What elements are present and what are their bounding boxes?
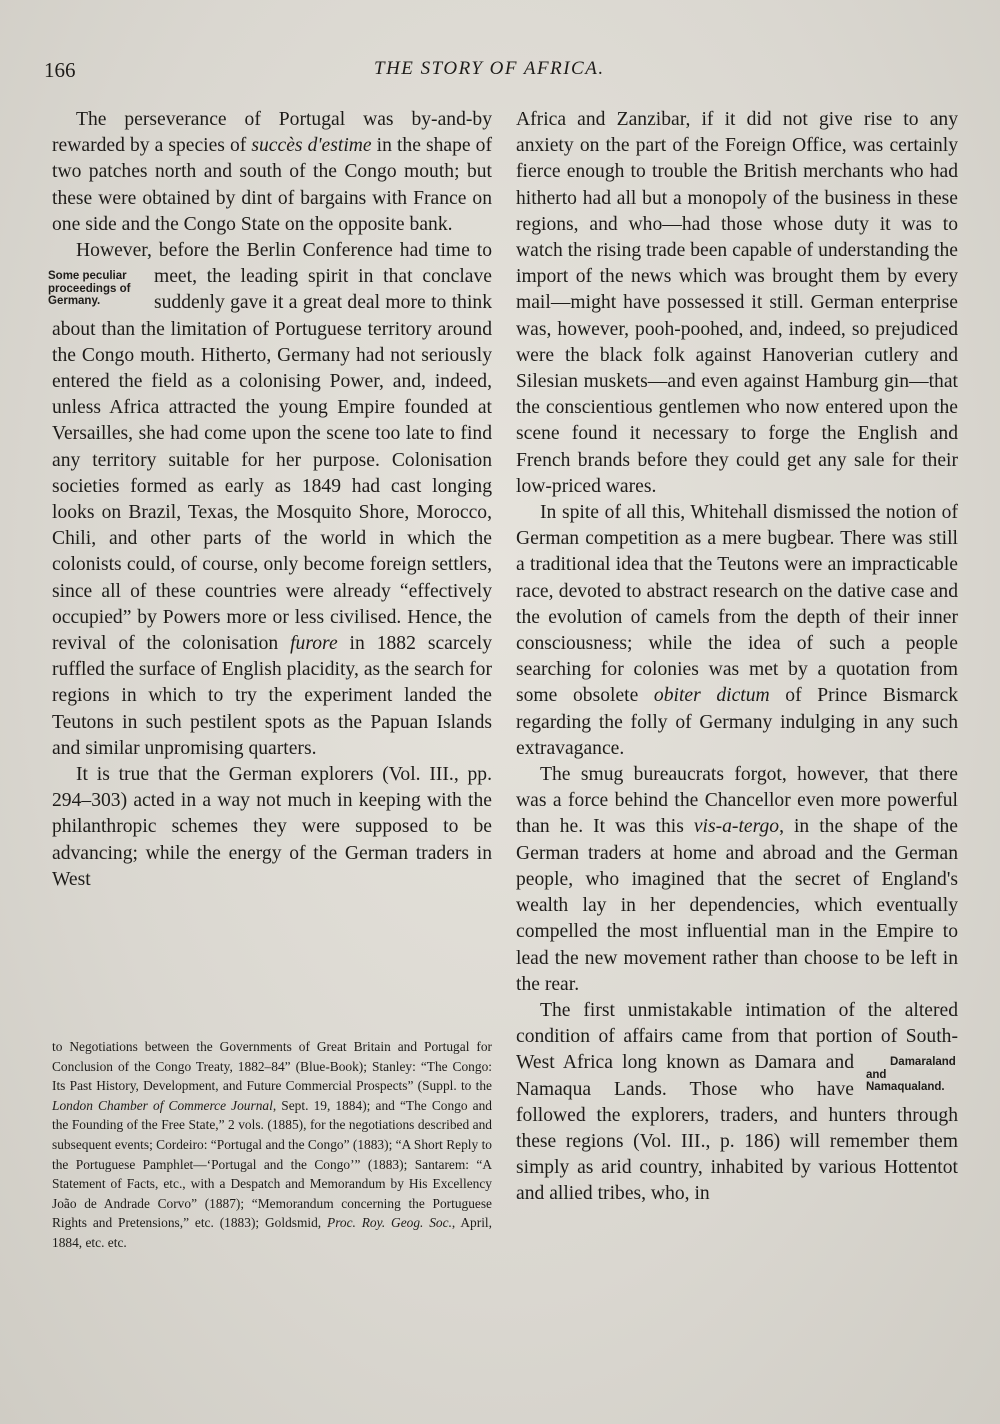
page-number: 166 xyxy=(44,58,76,82)
paragraph: In spite of all this, Whitehall dismissed the notion of German competition as a mere bugbear. There was still a traditional idea that the Teutons were an impracticable race, devoted to abstract research on the dative case and the evolution of camels from the depth of their inner consciousness; while the idea of such a people searching for colonies was met by a quotation from some obsolete obiter dictum of Prince Bismarck regarding the folly of Germany indulging in any such extravagance. xyxy=(516,502,959,759)
page-header xyxy=(44,58,944,88)
paragraph: The first unmistakable intimation of the altered condition of affairs came from that portion of South-West Africa long Damaraland and Namaqualand. known as Damara and Namaqua Lands. Those who have followed the explorers, traders, and hunters through these regions (Vol. III., p. 186) will remember them simply as arid country, inhabited by various Hottentot and allied tribes, who, in xyxy=(516,999,958,1205)
margin-note: Damaraland and Namaqualand. xyxy=(866,1056,956,1094)
paragraph: Africa and Zanzibar, if it did not give rise to any anxiety on the part of the Foreign Office, was certainly fierce enough to trouble the British merchants who had hitherto had all but a monopoly of the business in these regions, and who—had those whose duty it was to watch the rising trade been capable of understanding the import of the news which was brought them by every mail—might have possessed it still. German enterprise was, however, pooh-poohed, and, indeed, so prejudiced were the black folk against Hanoverian cutlery and Silesian muskets—and even against Hamburg gin—that the conscientious gentlemen who now entered upon the scene found it necessary to forge the English and French brands before they could get any sale for their low-priced wares. xyxy=(516,109,958,497)
margin-note: Some peculiar proceedings of Germany. xyxy=(48,270,131,308)
left-column xyxy=(48,107,492,893)
paragraph: The smug bureaucrats forgot, however, that there was a force behind the Chancellor even more powerful than he. It was this vis-a-tergo, in the shape of the German traders at home and abroad and the German people, who imagined that the secret of England's wealth lay in her dependencies, which eventually compelled the most influential man in the Empire to lead the new movement rather than choose to be left in the rear. xyxy=(516,764,958,995)
footnote: to Negotiations between the Governments of Great Britain and Portugal for Conclusion of the Congo Treaty, 1882–84” (Blue-Book); Stanley: “The Congo: Its Past History, Development, and Future Commercial Prospects” (Suppl. to the London Chamber of Commerce Journal, Sept. 19, 1884); and “The Congo and the Founding of the Free State,” 2 vols. (1885), for the negotiations described and subsequent events; Cordeiro: “Portugal and the Congo” (1883); “A Short Reply to the Portuguese Pamphlet—‘Portugal and the Congo’” (1883); Santarem: “A Statement of Facts, etc., with a Despatch and Memorandum by His Excellency João de Andrade Corvo” (1887); “Memorandum concerning the Portuguese Rights and Pretensions,” etc. (1883); Goldsmid, Proc. Roy. Geog. Soc., April, 1884, etc. etc. xyxy=(52,1039,492,1250)
running-title: THE STORY OF AFRICA. xyxy=(374,58,605,79)
paragraph: However, before the Berlin Conference had time to meet, the leading spirit in that conclave Some peculiar proceedings of Germany. suddenly gave it a great deal more to think about than the limitation of Portuguese territory around the Congo mouth. Hitherto, Germany had not seriously entered the field as a colonising Power, and, indeed, unless Africa attracted the young Empire founded at Versailles, she had come upon the scene too late to find any territory suitable for her purpose. Colonisation societies formed as early as 1849 had cast longing looks on Brazil, Texas, the Mosquito Shore, Morocco, Chili, and other parts of the world in which the colonists could, of course, only become foreign settlers, since all of these countries were already “effectively occupied” by Powers more or less civilised. Hence, the revival of the colonisation furore in 1882 scarcely ruffled the surface of English placidity, as the search for regions in which to try the experiment landed the Teutons in such pestilent spots as the Papuan Islands and similar unpromising quarters. xyxy=(48,240,492,759)
right-column xyxy=(516,107,958,1208)
paragraph: It is true that the German explorers (Vol. III., pp. 294–303) acted in a way not much in keeping with the philanthropic schemes they were supposed to be advancing; while the energy of the German traders in West xyxy=(52,764,492,890)
paragraph: The perseverance of Portugal was by-and-by rewarded by a species of succès d'estime in the shape of two patches north and south of the Congo mouth; but these were obtained by dint of bargains with France on one side and the Congo State on the opposite bank. xyxy=(52,109,492,235)
